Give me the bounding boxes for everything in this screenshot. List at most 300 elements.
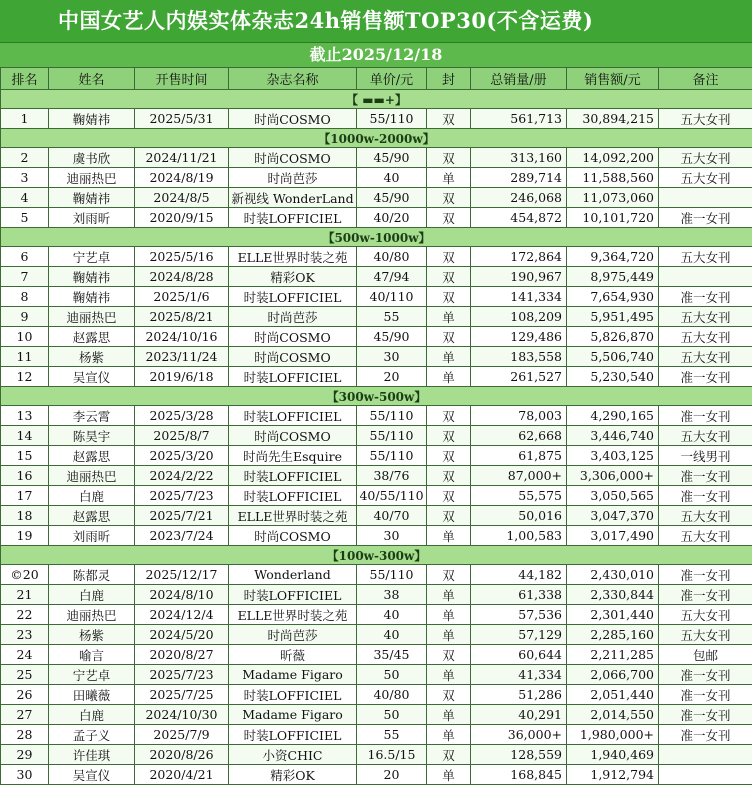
name-cell: 宁艺卓 [49,247,135,267]
volume-cell: 62,668 [471,426,567,446]
magazine-cell: 时尚COSMO [229,347,357,367]
cover-cell: 双 [427,109,471,129]
magazine-cell: Wonderland [229,565,357,585]
header-row [1,68,752,90]
rank-cell: 1 [1,109,49,129]
rank-cell: 3 [1,168,49,188]
magazine-cell: 时装LOFFICIEL [229,466,357,486]
revenue-cell: 11,073,060 [567,188,659,208]
rank-cell: 19 [1,526,49,546]
name-cell: 吴宣仪 [49,367,135,387]
cover-cell: 双 [427,745,471,765]
magazine-cell: 时尚先生Esquire [229,446,357,466]
price-cell: 40/20 [357,208,427,228]
column-header: 姓名 [49,68,135,90]
table-row [1,605,752,625]
price-cell: 40 [357,168,427,188]
revenue-cell: 3,047,370 [567,506,659,526]
price-cell: 40/80 [357,247,427,267]
price-cell: 16.5/15 [357,745,427,765]
cover-cell: 单 [427,307,471,327]
table-row [1,168,752,188]
name-cell: 刘雨昕 [49,208,135,228]
magazine-cell: ELLE世界时装之苑 [229,506,357,526]
note-cell: 五大女刊 [659,148,752,168]
revenue-cell: 2,051,440 [567,685,659,705]
rank-cell: 6 [1,247,49,267]
table-row [1,188,752,208]
volume-cell: 561,713 [471,109,567,129]
rank-cell: 30 [1,765,49,785]
note-cell: 准一女刊 [659,585,752,605]
name-cell: 白鹿 [49,585,135,605]
volume-cell: 190,967 [471,267,567,287]
volume-cell: 168,845 [471,765,567,785]
price-cell: 40/110 [357,287,427,307]
volume-cell: 78,003 [471,406,567,426]
magazine-cell: 时装LOFFICIEL [229,287,357,307]
note-cell [659,188,752,208]
note-cell: 五大女刊 [659,109,752,129]
note-cell: 五大女刊 [659,605,752,625]
rank-cell: 26 [1,685,49,705]
table-row [1,367,752,387]
revenue-cell: 2,430,010 [567,565,659,585]
price-cell: 20 [357,367,427,387]
note-cell [659,745,752,765]
table-row [1,287,752,307]
tier-row [1,90,752,109]
cover-cell: 单 [427,765,471,785]
name-cell: 迪丽热巴 [49,307,135,327]
table-row [1,705,752,725]
price-cell: 38/76 [357,466,427,486]
magazine-cell: 小资CHIC [229,745,357,765]
date-cell: 2024/2/22 [135,466,229,486]
magazine-cell: 昕薇 [229,645,357,665]
date-line: 截止2025/12/18 [0,42,752,67]
cover-cell: 单 [427,585,471,605]
magazine-cell: 时装LOFFICIEL [229,486,357,506]
revenue-cell: 2,285,160 [567,625,659,645]
note-cell [659,765,752,785]
note-cell: 准一女刊 [659,685,752,705]
magazine-cell: 新视线 WonderLand [229,188,357,208]
price-cell: 40 [357,605,427,625]
price-cell: 50 [357,705,427,725]
date-cell: 2025/3/28 [135,406,229,426]
date-cell: 2025/7/23 [135,665,229,685]
magazine-cell: 时尚芭莎 [229,625,357,645]
date-cell: 2024/12/4 [135,605,229,625]
date-cell: 2024/8/19 [135,168,229,188]
date-cell: 2025/3/20 [135,446,229,466]
price-cell: 40/55/110 [357,486,427,506]
cover-cell: 单 [427,605,471,625]
column-header: 杂志名称 [229,68,357,90]
table-row [1,765,752,785]
table-row [1,486,752,506]
note-cell: 准一女刊 [659,406,752,426]
rank-cell: 17 [1,486,49,506]
magazine-cell: 精彩OK [229,765,357,785]
name-cell: 赵露思 [49,446,135,466]
rank-cell: 4 [1,188,49,208]
name-cell: 孟子义 [49,725,135,745]
date-cell: 2020/9/15 [135,208,229,228]
note-cell: 五大女刊 [659,347,752,367]
note-cell: 五大女刊 [659,426,752,446]
column-header: 销售额/元 [567,68,659,90]
volume-cell: 454,872 [471,208,567,228]
revenue-cell: 3,050,565 [567,486,659,506]
date-cell: 2025/12/17 [135,565,229,585]
cover-cell: 双 [427,327,471,347]
price-cell: 35/45 [357,645,427,665]
volume-cell: 87,000+ [471,466,567,486]
magazine-cell: 精彩OK [229,267,357,287]
price-cell: 30 [357,526,427,546]
price-cell: 47/94 [357,267,427,287]
price-cell: 55/110 [357,446,427,466]
revenue-cell: 4,290,165 [567,406,659,426]
name-cell: 许佳琪 [49,745,135,765]
date-cell: 2019/6/18 [135,367,229,387]
column-header: 备注 [659,68,752,90]
date-cell: 2020/8/26 [135,745,229,765]
revenue-cell: 30,894,215 [567,109,659,129]
revenue-cell: 9,364,720 [567,247,659,267]
revenue-cell: 2,211,285 [567,645,659,665]
rank-cell: 23 [1,625,49,645]
name-cell: 陈昊宇 [49,426,135,446]
note-cell: 准一女刊 [659,367,752,387]
magazine-cell: 时装LOFFICIEL [229,725,357,745]
name-cell: 鞠婧祎 [49,267,135,287]
cover-cell: 双 [427,426,471,446]
rank-cell: 10 [1,327,49,347]
rank-cell: 15 [1,446,49,466]
cover-cell: 单 [427,625,471,645]
price-cell: 55/110 [357,426,427,446]
rank-cell: 7 [1,267,49,287]
cover-cell: 双 [427,565,471,585]
price-cell: 40 [357,625,427,645]
magazine-cell: Madame Figaro [229,705,357,725]
table-row [1,745,752,765]
rank-cell: 29 [1,745,49,765]
name-cell: 杨紫 [49,347,135,367]
table-row [1,148,752,168]
rank-cell: 18 [1,506,49,526]
price-cell: 55 [357,725,427,745]
volume-cell: 36,000+ [471,725,567,745]
rank-cell: 8 [1,287,49,307]
revenue-cell: 11,588,560 [567,168,659,188]
volume-cell: 1,00,583 [471,526,567,546]
price-cell: 45/90 [357,327,427,347]
date-cell: 2025/5/31 [135,109,229,129]
date-cell: 2025/8/7 [135,426,229,446]
page-title: 中国女艺人内娱实体杂志24h销售额TOP30(不含运费) [0,0,752,42]
revenue-cell: 1,980,000+ [567,725,659,745]
note-cell: 准一女刊 [659,287,752,307]
magazine-cell: 时装LOFFICIEL [229,208,357,228]
name-cell: 吴宣仪 [49,765,135,785]
note-cell [659,267,752,287]
name-cell: 李云霄 [49,406,135,426]
date-cell: 2023/11/24 [135,347,229,367]
table-row [1,267,752,287]
rank-cell: 16 [1,466,49,486]
cover-cell: 双 [427,148,471,168]
note-cell: 五大女刊 [659,506,752,526]
table-row [1,725,752,745]
revenue-cell: 2,014,550 [567,705,659,725]
volume-cell: 41,334 [471,665,567,685]
rank-cell: 5 [1,208,49,228]
tier-label: 【 ▬▬+】 [1,90,752,109]
revenue-cell: 2,066,700 [567,665,659,685]
date-cell: 2024/10/30 [135,705,229,725]
volume-cell: 183,558 [471,347,567,367]
revenue-cell: 3,446,740 [567,426,659,446]
tier-row [1,387,752,406]
date-cell: 2024/5/20 [135,625,229,645]
rank-cell: 2 [1,148,49,168]
date-cell: 2025/7/25 [135,685,229,705]
note-cell: 五大女刊 [659,327,752,347]
date-cell: 2025/5/16 [135,247,229,267]
revenue-cell: 1,912,794 [567,765,659,785]
magazine-cell: 时装LOFFICIEL [229,406,357,426]
price-cell: 45/90 [357,148,427,168]
date-cell: 2025/1/6 [135,287,229,307]
column-header: 单价/元 [357,68,427,90]
magazine-cell: ELLE世界时装之苑 [229,605,357,625]
date-cell: 2025/7/9 [135,725,229,745]
cover-cell: 单 [427,347,471,367]
cover-cell: 双 [427,486,471,506]
price-cell: 38 [357,585,427,605]
table-row [1,247,752,267]
volume-cell: 108,209 [471,307,567,327]
rank-cell: 13 [1,406,49,426]
note-cell: 准一女刊 [659,466,752,486]
volume-cell: 50,016 [471,506,567,526]
table-row [1,685,752,705]
cover-cell: 双 [427,645,471,665]
tier-row [1,546,752,565]
volume-cell: 44,182 [471,565,567,585]
cover-cell: 双 [427,466,471,486]
name-cell: 陈都灵 [49,565,135,585]
note-cell: 五大女刊 [659,307,752,327]
cover-cell: 双 [427,247,471,267]
revenue-cell: 5,230,540 [567,367,659,387]
note-cell: 准一女刊 [659,705,752,725]
date-cell: 2025/7/23 [135,486,229,506]
rank-cell: 12 [1,367,49,387]
name-cell: 白鹿 [49,486,135,506]
name-cell: 鞠婧祎 [49,109,135,129]
table-row [1,506,752,526]
rank-cell: 9 [1,307,49,327]
rank-cell: ©20 [1,565,49,585]
volume-cell: 55,575 [471,486,567,506]
volume-cell: 57,536 [471,605,567,625]
date-cell: 2024/8/10 [135,585,229,605]
rank-cell: 14 [1,426,49,446]
cover-cell: 单 [427,705,471,725]
table-row [1,307,752,327]
price-cell: 40/80 [357,685,427,705]
note-cell: 准一女刊 [659,486,752,506]
revenue-cell: 7,654,930 [567,287,659,307]
sales-table [0,67,752,785]
note-cell: 五大女刊 [659,526,752,546]
cover-cell: 双 [427,406,471,426]
table-row [1,208,752,228]
magazine-cell: 时尚芭莎 [229,307,357,327]
cover-cell: 双 [427,208,471,228]
cover-cell: 双 [427,267,471,287]
magazine-cell: 时装LOFFICIEL [229,367,357,387]
column-header: 总销量/册 [471,68,567,90]
revenue-cell: 5,506,740 [567,347,659,367]
revenue-cell: 3,017,490 [567,526,659,546]
date-cell: 2024/8/5 [135,188,229,208]
note-cell: 五大女刊 [659,247,752,267]
table-row [1,426,752,446]
table-row [1,446,752,466]
tier-label: 【300w-500w】 [1,387,752,406]
revenue-cell: 14,092,200 [567,148,659,168]
rank-cell: 22 [1,605,49,625]
magazine-cell: 时尚COSMO [229,327,357,347]
cover-cell: 双 [427,506,471,526]
table-row [1,565,752,585]
name-cell: 喻言 [49,645,135,665]
revenue-cell: 2,330,844 [567,585,659,605]
table-row [1,109,752,129]
column-header: 排名 [1,68,49,90]
rank-cell: 25 [1,665,49,685]
date-cell: 2025/8/21 [135,307,229,327]
table-row [1,466,752,486]
cover-cell: 双 [427,446,471,466]
name-cell: 刘雨昕 [49,526,135,546]
price-cell: 55 [357,307,427,327]
tier-label: 【500w-1000w】 [1,228,752,247]
magazine-cell: 时尚芭莎 [229,168,357,188]
magazine-cell: 时尚COSMO [229,109,357,129]
magazine-cell: ELLE世界时装之苑 [229,247,357,267]
table-body [1,90,752,785]
date-cell: 2024/8/28 [135,267,229,287]
name-cell: 杨紫 [49,625,135,645]
volume-cell: 57,129 [471,625,567,645]
revenue-cell: 3,403,125 [567,446,659,466]
magazine-cell: 时尚COSMO [229,148,357,168]
price-cell: 40/70 [357,506,427,526]
table-row [1,327,752,347]
name-cell: 鞠婧祎 [49,287,135,307]
price-cell: 30 [357,347,427,367]
volume-cell: 141,334 [471,287,567,307]
price-cell: 45/90 [357,188,427,208]
volume-cell: 61,875 [471,446,567,466]
table-row [1,406,752,426]
price-cell: 55/110 [357,109,427,129]
volume-cell: 60,644 [471,645,567,665]
note-cell: 准一女刊 [659,665,752,685]
tier-label: 【100w-300w】 [1,546,752,565]
volume-cell: 40,291 [471,705,567,725]
magazine-cell: Madame Figaro [229,665,357,685]
rank-cell: 24 [1,645,49,665]
note-cell: 准一女刊 [659,565,752,585]
column-header: 封 [427,68,471,90]
revenue-cell: 8,975,449 [567,267,659,287]
cover-cell: 单 [427,168,471,188]
magazine-cell: 时装LOFFICIEL [229,685,357,705]
volume-cell: 128,559 [471,745,567,765]
rank-cell: 28 [1,725,49,745]
name-cell: 迪丽热巴 [49,466,135,486]
note-cell: 五大女刊 [659,168,752,188]
name-cell: 虞书欣 [49,148,135,168]
name-cell: 鞠婧祎 [49,188,135,208]
table-row [1,585,752,605]
table-row [1,625,752,645]
volume-cell: 172,864 [471,247,567,267]
revenue-cell: 10,101,720 [567,208,659,228]
cover-cell: 单 [427,665,471,685]
cover-cell: 单 [427,725,471,745]
volume-cell: 313,160 [471,148,567,168]
date-cell: 2020/8/27 [135,645,229,665]
name-cell: 赵露思 [49,327,135,347]
date-cell: 2020/4/21 [135,765,229,785]
date-cell: 2024/10/16 [135,327,229,347]
name-cell: 宁艺卓 [49,665,135,685]
table-row [1,665,752,685]
cover-cell: 单 [427,526,471,546]
note-cell: 准一女刊 [659,208,752,228]
tier-label: 【1000w-2000w】 [1,129,752,148]
cover-cell: 双 [427,685,471,705]
cover-cell: 双 [427,188,471,208]
volume-cell: 129,486 [471,327,567,347]
revenue-cell: 1,940,469 [567,745,659,765]
name-cell: 白鹿 [49,705,135,725]
cover-cell: 单 [427,367,471,387]
revenue-cell: 5,826,870 [567,327,659,347]
table-row [1,526,752,546]
name-cell: 田曦薇 [49,685,135,705]
table-row [1,347,752,367]
cover-cell: 双 [427,287,471,307]
table-row [1,645,752,665]
date-cell: 2023/7/24 [135,526,229,546]
date-cell: 2024/11/21 [135,148,229,168]
note-cell: 包邮 [659,645,752,665]
magazine-cell: 时尚COSMO [229,526,357,546]
rank-cell: 11 [1,347,49,367]
price-cell: 55/110 [357,565,427,585]
price-cell: 55/110 [357,406,427,426]
